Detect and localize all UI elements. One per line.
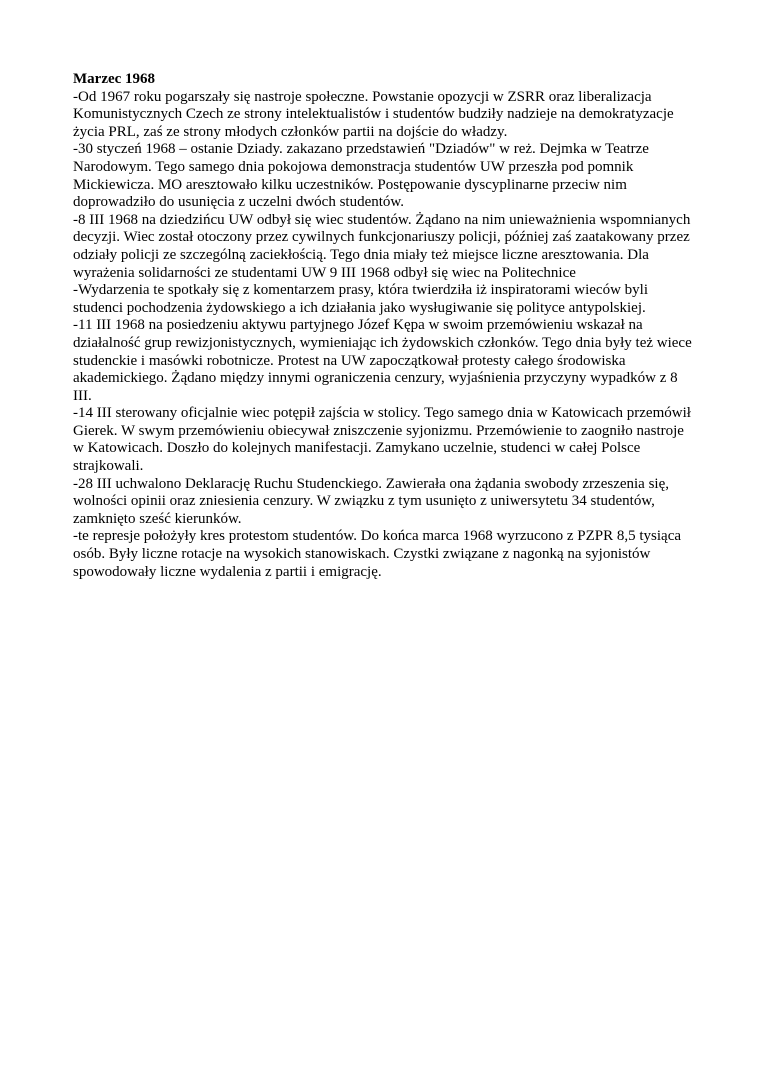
paragraph-march-14: -14 III sterowany oficjalnie wiec potępił zajścia w stolicy. Tego samego dnia w Katowicach przemówił Gierek. W swym przemówieniu obiecywał zniszczenie syjonizmu. Przemówienie to zaogniło nastroje w Katowicach. Doszło do kolejnych manifestacji. Zamykano uczelnie, studenci w całej Polsce strajkowali. <box>73 405 691 475</box>
document-title: Marzec 1968 <box>73 71 156 87</box>
paragraph-march-11: -11 III 1968 na posiedzeniu aktywu partyjnego Józef Kępa w swoim przemówieniu wskazał na działalność grup rewizjonistycznych, wymieniając ich żydowskich członków. Tego dnia były też wiece studenckie i masówki robotnicze. Protest na UW zapoczątkował protesty całego środowiska akademickiego. Żądano między innymi ograniczenia cenzury, wyjaśnienia przyczyny wypadków z 8 III. <box>73 317 692 404</box>
paragraph-march-8: -8 III 1968 na dziedzińcu UW odbył się wiec studentów. Żądano na nim unieważnienia wspomnianych decyzji. Wiec został otoczony przez cywilnych funkcjonariuszy policji, później zaś zaatakowany przez odziały policji ze szczególną zaciekłością. Tego dnia miały też miejsce liczne aresztowania. Dla wyrażenia solidarności ze studentami UW 9 III 1968 odbył się wiec na Politechnice <box>73 211 691 281</box>
paragraph-repressions: -te represje położyły kres protestom studentów. Do końca marca 1968 wyrzucono z PZPR 8,5 tysiąca osób. Były liczne rotacje na wysokich stanowiskach. Czystki związane z nagonką na syjonistów spowodowały liczne wydalenia z partii i emigrację. <box>73 528 682 580</box>
paragraph-opposition: -Od 1967 roku pogarszały się nastroje społeczne. Powstanie opozycji w ZSRR oraz liberalizacja Komunistycznych Czech ze strony intelektualistów i studentów budziły nadzieje na demokratyzacje życia PRL, zaś ze strony młodych członków partii na dojście do władzy. <box>73 88 674 140</box>
paragraph-march-28: -28 III uchwalono Deklarację Ruchu Studenckiego. Zawierała ona żądania swobody zrzeszenia się, wolności opinii oraz zniesienia cenzury. W związku z tym usunięto z uniwersytetu 34 studentów, zamknięto sześć kierunków. <box>73 475 670 527</box>
paragraph-dziady: -30 styczeń 1968 – ostanie Dziady. zakazano przedstawień "Dziadów" w reż. Dejmka w Teatrze Narodowym. Tego samego dnia pokojowa demonstracja studentów UW przeszła pod pomnik Mickiewicza. MO aresztowało kilku uczestników. Postępowanie dyscyplinarne przeciw nim doprowadziło do usunięcia z uczelni dwóch studentów. <box>73 141 649 211</box>
document-page <box>73 71 693 581</box>
paragraph-press: -Wydarzenia te spotkały się z komentarzem prasy, która twierdziła iż inspiratorami wieców byli studenci pochodzenia żydowskiego a ich działania jako wysługiwanie się polityce antypolskiej. <box>73 282 648 316</box>
